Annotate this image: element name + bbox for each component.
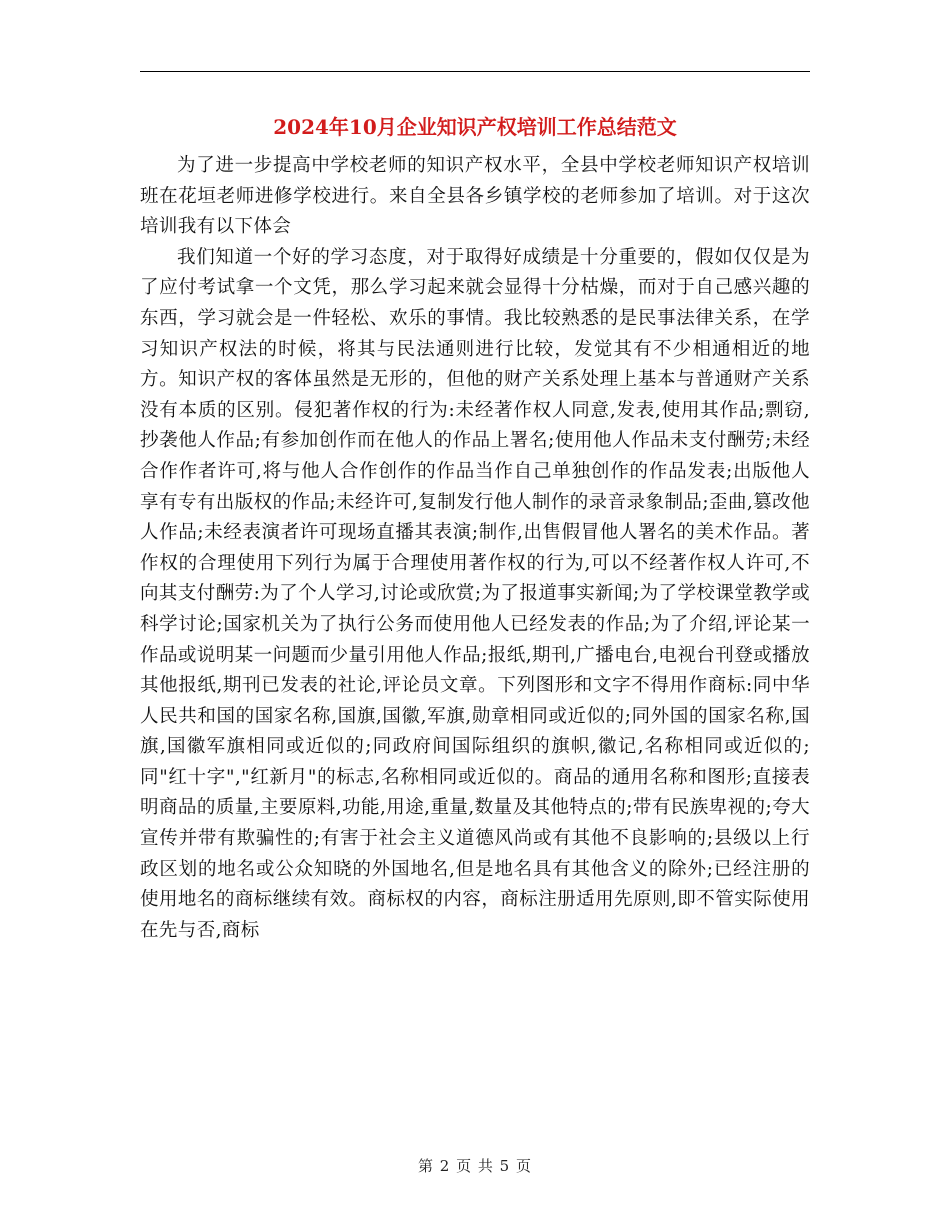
header-rule <box>140 71 810 72</box>
paragraph-main: 我们知道一个好的学习态度，对于取得好成绩是十分重要的，假如仅仅是为了应付考试拿一个文凭，那么学习起来就会显得十分枯燥，而对于自己感兴趣的东西，学习就会是一件轻松、欢乐的事情。我比较熟悉的是民事法律关系，在学习知识产权法的时候，将其与民法通则进行比较，发觉其有不少相通相近的地方。知识产权的客体虽然是无形的，但他的财产关系处理上基本与普通财产关系没有本质的区别。侵犯著作权的行为:未经著作权人同意,发表,使用其作品;剽窃,抄袭他人作品;有参加创作而在他人的作品上署名;使用他人作品未支付酬劳;未经合作作者许可,将与他人合作创作的作品当作自己单独创作的作品发表;出版他人享有专有出版权的作品;未经许可,复制发行他人制作的录音录象制品;歪曲,篡改他人作品;未经表演者许可现场直播其表演;制作,出售假冒他人署名的美术作品。著作权的合理使用下列行为属于合理使用著作权的行为,可以不经著作权人许可,不向其支付酬劳:为了个人学习,讨论或欣赏;为了报道事实新闻;为了学校课堂教学或科学讨论;国家机关为了执行公务而使用他人已经发表的作品;为了介绍,评论某一作品或说明某一问题而少量引用他人作品;报纸,期刊,广播电台,电视台刊登或播放其他报纸,期刊已发表的社论,评论员文章。下列图形和文字不得用作商标:同中华人民共和国的国家名称,国旗,国徽,军旗,勋章相同或近似的;同外国的国家名称,国旗,国徽军旗相同或近似的;同政府间国际组织的旗帜,徽记,名称相同或近似的;同"红十字","红新月"的标志,名称相同或近似的。商品的通用名称和图形;直接表明商品的质量,主要原料,功能,用途,重量,数量及其他特点的;带有民族卑视的;夸大宣传并带有欺骗性的;有害于社会主义道德风尚或有其他不良影响的;县级以上行政区划的地名或公众知晓的外国地名,但是地名具有其他含义的除外;已经注册的使用地名的商标继续有效。商标权的内容，商标注册适用先原则,即不管实际使用在先与否,商标 <box>140 246 810 941</box>
paragraph-intro: 为了进一步提高中学校老师的知识产权水平，全县中学校老师知识产权培训班在花垣老师进修学校进行。来自全县各乡镇学校的老师参加了培训。对于这次培训我有以下体会 <box>140 155 810 238</box>
document-body <box>140 151 810 946</box>
page-number-footer: 第 2 页 共 5 页 <box>418 1157 532 1175</box>
document-title: 2024年10月企业知识产权培训工作总结范文 <box>273 115 677 139</box>
